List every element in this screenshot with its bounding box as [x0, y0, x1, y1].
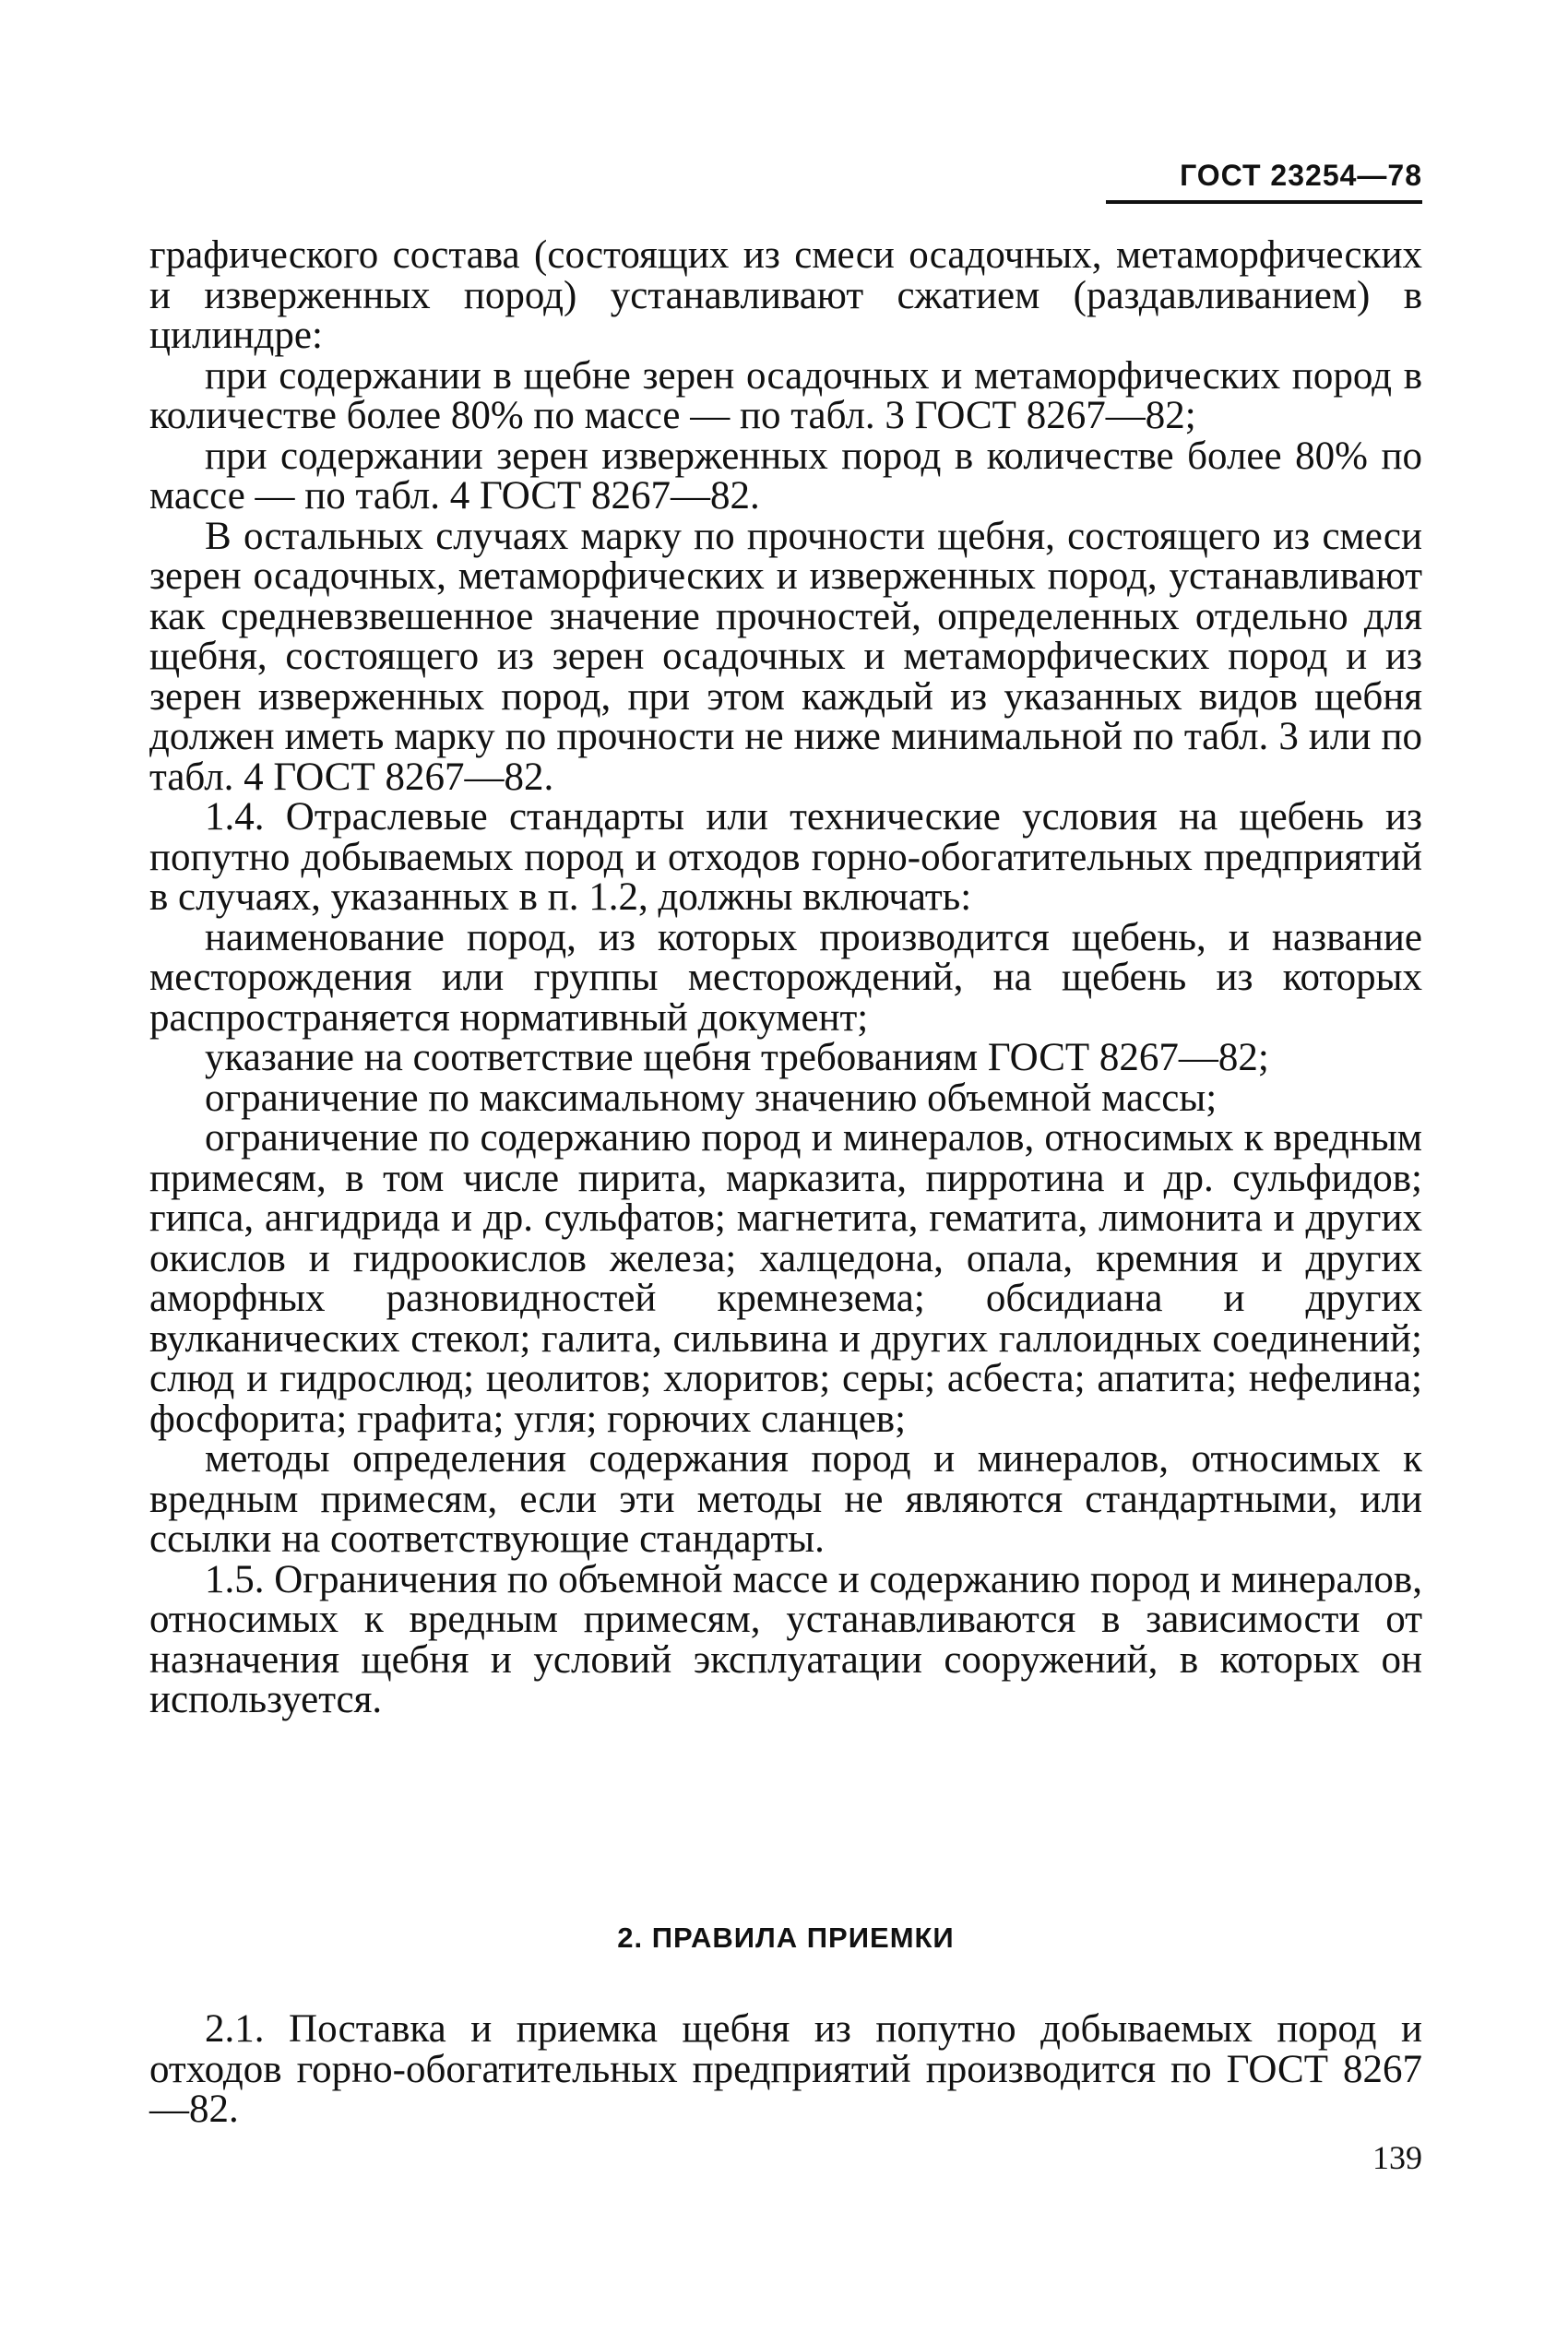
- paragraph: при содержании зерен изверженных пород в количестве более 80% по массе — по табл. 4 ГОСТ 8267—82.: [149, 434, 1422, 518]
- main-text: [149, 235, 1422, 1720]
- paragraph: В остальных случаях марку по прочности щебня, состоящего из смеси зерен осадочных, метаморфических и изверженных пород, устанавливают как средневзвешенное значение прочностей, определенных отдельно для щебня, состоящего из зерен осадочных и метаморфических пород и из зерен изверженных пород, при этом каждый из указанных видов щебня должен иметь марку по прочности не ниже минимальной по табл. 3 или по табл. 4 ГОСТ 8267—82.: [149, 514, 1422, 799]
- paragraph: ограничение по максимальному значению объемной массы;: [205, 1076, 1218, 1120]
- standard-number: ГОСТ 23254—78: [1106, 159, 1422, 204]
- page-header: [1106, 159, 1422, 204]
- paragraph: методы определения содержания пород и минералов, относимых к вредным примесям, если эти методы не являются стандартными, или ссылки на соответствующие стандарты.: [149, 1437, 1422, 1561]
- page-number: 139: [1372, 2139, 1422, 2176]
- paragraph-clause-1-4: 1.4. Отраслевые стандарты или технические условия на щебень из попутно добываемых пород и отходов горно-обогатительных предприятий в случаях, указанных в п. 1.2, должны включать:: [149, 795, 1422, 919]
- section-heading: 2. ПРАВИЛА ПРИЕМКИ: [617, 1922, 955, 1954]
- section-text: [149, 2009, 1422, 2130]
- paragraph: графического состава (состоящих из смеси осадочных, метаморфических и изверженных пород) устанавливают сжатием (раздавливанием) в цилиндре:: [149, 233, 1422, 357]
- paragraph: ограничение по содержанию пород и минералов, относимых к вредным примесям, в том числе пирита, марказита, пирротина и др. сульфидов; гипса, ангидрида и др. сульфатов; магнетита, гематита, лимонита и других окислов и гидроокислов железа; халцедона, опала, кремния и других аморфных разновидностей кремнезема; обсидиана и других вулканических стекол; галита, сильвина и других галлоидных соединений; слюд и гидрослюд; цеолитов; хлоритов; серы; асбеста; апатита; нефелина; фосфорита; графита; угля; горючих сланцев;: [149, 1116, 1422, 1441]
- paragraph: указание на соответствие щебня требованиям ГОСТ 8267—82;: [205, 1036, 1269, 1079]
- paragraph: наименование пород, из которых производится щебень, и название месторождения или группы месторождений, на щебень из которых распространяется нормативный документ;: [149, 915, 1422, 1040]
- paragraph: при содержании в щебне зерен осадочных и метаморфических пород в количестве более 80% по массе — по табл. 3 ГОСТ 8267—82;: [149, 353, 1422, 437]
- paragraph-clause-1-5: 1.5. Ограничения по объемной массе и содержанию пород и минералов, относимых к вредным примесям, устанавливаются в зависимости от назначения щебня и условий эксплуатации сооружений, в которых он используется.: [149, 1557, 1422, 1721]
- paragraph-clause-2-1: 2.1. Поставка и приемка щебня из попутно добываемых пород и отходов горно-обогатительных предприятий производится по ГОСТ 8267—82.: [149, 2007, 1422, 2131]
